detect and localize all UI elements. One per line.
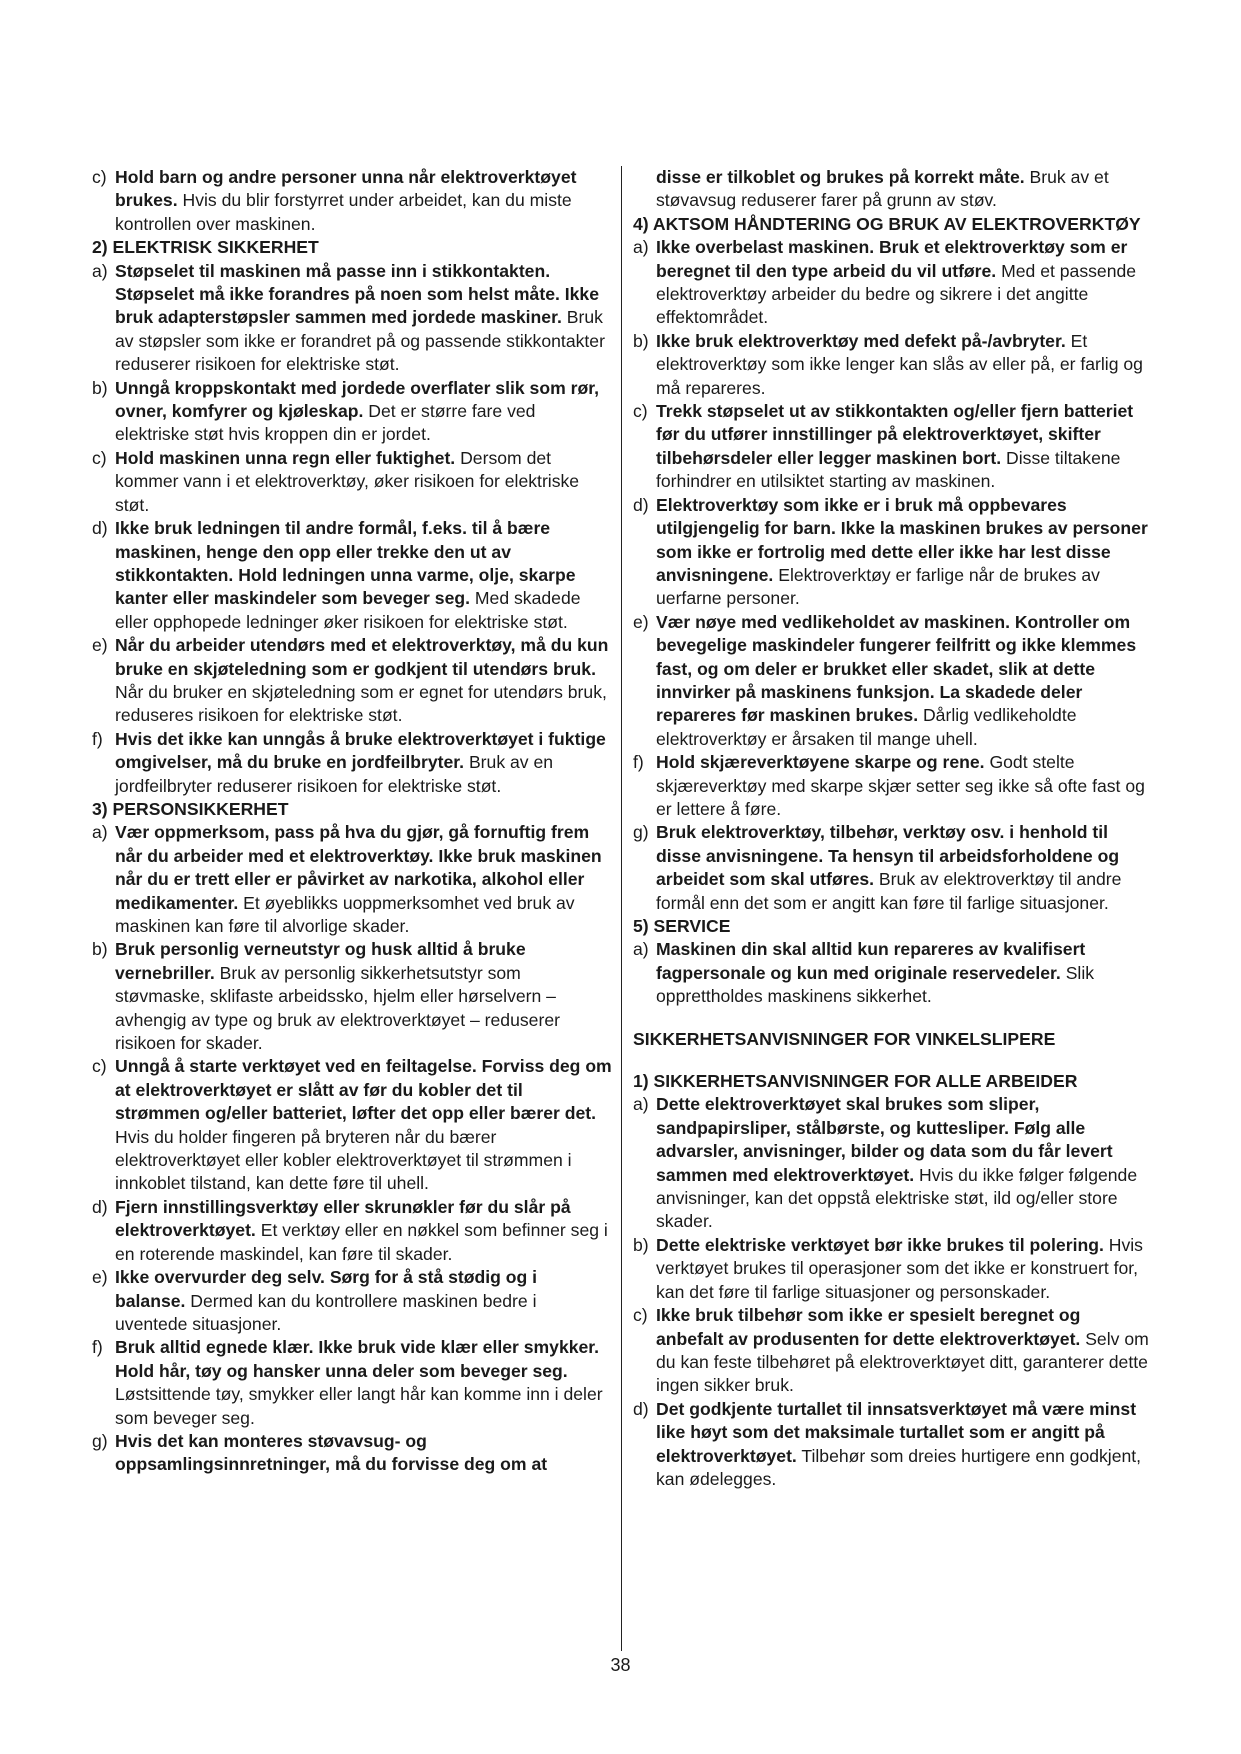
item-bold-text: Ikke bruk elektroverktøy med defekt på-/avbryter. xyxy=(656,330,1066,351)
main-heading: SIKKERHETSANVISNINGER FOR VINKELSLIPERE xyxy=(633,1028,1056,1049)
item-text: Godt stelte skjæreverktøy med skarpe skjær setter seg ikke så ofte fast og er lettere å føre. xyxy=(656,752,1145,819)
list-item xyxy=(633,1234,1151,1304)
item-text: Det er større fare ved elektriske støt hvis kroppen din er jordet. xyxy=(115,401,536,445)
list-item xyxy=(92,447,612,517)
item-text: Hvis du holder fingeren på bryteren når du bærer elektroverktøyet eller kobler elektroverktøyet til strømmen i innkoblet tilstand, kan dette føre til uhell. xyxy=(115,1126,572,1194)
item-text: Et øyeblikks uoppmerksomhet ved bruk av maskinen kan føre til alvorlige skader. xyxy=(115,892,575,936)
item-label: a) xyxy=(633,939,649,960)
item-bold-text: Ikke bruk tilbehør som ikke er spesielt beregnet og anbefalt av produsenten for dette elektroverktøyet. xyxy=(656,1305,1081,1349)
list-item xyxy=(92,1055,612,1195)
item-bold-text: Maskinen din skal alltid kun repareres av kvalifisert fagpersonale og kun med originale reservedeler. xyxy=(656,939,1086,983)
list-item xyxy=(633,821,1151,915)
column-divider xyxy=(621,166,622,1651)
item-text: Disse tiltakene forhindrer en utilsiktet starting av maskinen. xyxy=(656,447,1121,492)
item-label: f) xyxy=(92,728,103,749)
list-item xyxy=(633,236,1151,330)
list-item xyxy=(633,751,1151,821)
item-label: c) xyxy=(92,447,107,468)
item-text: Selv om du kan feste tilbehøret på elektroverktøyet ditt, garanterer dette ingen sikker bruk. xyxy=(656,1328,1149,1396)
item-bold-text: Dette elektroverktøyet skal brukes som sliper, sandpapirsliper, stålbørste, og kuttesliper. Følg alle advarsler, anvisninger, bilder og data som du får levert sammen med elektroverktøyet. xyxy=(656,1094,1113,1185)
list-item xyxy=(633,494,1151,611)
list-item xyxy=(92,260,612,377)
section-heading: 5) SERVICE xyxy=(633,916,731,936)
item-text: Hvis du blir forstyrret under arbeidet, kan du miste kontrollen over maskinen. xyxy=(115,190,572,234)
item-label: d) xyxy=(92,518,108,539)
right-column xyxy=(633,166,1151,1491)
section-heading-text: 4) AKTSOM HÅNDTERING OG BRUK AV ELEKTROVERKTØY xyxy=(633,213,1141,234)
item-label: d) xyxy=(633,1398,649,1419)
item-text: Med skadede eller opphopede ledninger øker risikoen for elektriske støt. xyxy=(115,588,581,632)
item-label: c) xyxy=(92,167,107,187)
list-item xyxy=(92,938,612,1055)
list-item xyxy=(92,1266,612,1336)
section-heading xyxy=(633,213,1151,236)
item-text: Hvis verktøyet brukes til operasjoner som det ikke er konstruert for, kan det føre til farlige situasjoner og personskader. xyxy=(656,1234,1143,1302)
item-text: Når du bruker en skjøteledning som er egnet for utendørs bruk, reduseres risikoen for elektriske støt. xyxy=(115,681,607,726)
item-bold-text: Støpselet til maskinen må passe inn i stikkontakten. Støpselet må ikke forandres på noen som helst måte. Ikke bruk adapterstøpsler sammen med jordede maskiner. xyxy=(115,260,599,328)
item-label: f) xyxy=(633,752,644,773)
item-text: Hvis du ikke følger følgende anvisninger, kan det oppstå elektriske støt, ild og/eller store skader. xyxy=(656,1164,1138,1232)
item-text: Tilbehør som dreies hurtigere enn godkjent, kan ødelegges. xyxy=(656,1445,1142,1489)
item-bold-text: Ikke bruk ledningen til andre formål, f.eks. til å bære maskinen, henge den opp eller trekke den ut av stikkontakten. Hold ledningen unna varme, olje, skarpe kanter eller maskindeler som beveger seg. xyxy=(115,518,576,609)
item-text: Bruk av elektroverktøy til andre formål enn det som er angitt kan føre til farlige situasjoner. xyxy=(656,869,1122,913)
list-item xyxy=(633,611,1151,751)
list-item xyxy=(633,1093,1151,1233)
spacer xyxy=(633,1051,1151,1070)
list-item xyxy=(92,166,612,236)
item-text: Med et passende elektroverktøy arbeider du bedre og sikrere i det angitte effektområdet. xyxy=(656,260,1137,328)
item-label: b) xyxy=(92,377,108,398)
list-item xyxy=(92,634,612,728)
item-label: b) xyxy=(92,939,108,960)
item-text: Bruk av en jordfeilbryter reduserer risikoen for elektriske støt. xyxy=(115,752,554,796)
list-item xyxy=(92,1196,612,1266)
list-item xyxy=(633,330,1151,400)
list-item xyxy=(633,938,1151,1008)
item-label: e) xyxy=(92,1267,108,1288)
item-label: e) xyxy=(92,635,108,656)
item-bold-text: Bruk elektroverktøy, tilbehør, verktøy osv. i henhold til disse anvisningene. Ta hensyn til arbeidsforholdene og arbeidet som skal utføres. xyxy=(656,822,1120,890)
left-column xyxy=(92,166,612,1477)
item-label: e) xyxy=(633,611,649,632)
item-label: a) xyxy=(633,237,649,258)
item-bold-text: Bruk personlig verneutstyr og husk alltid å bruke vernebriller. xyxy=(115,939,526,983)
item-bold-text: Hold maskinen unna regn eller fuktighet. xyxy=(115,447,456,468)
continued-paragraph xyxy=(633,166,1151,213)
item-bold-text: Vær nøye med vedlikeholdet av maskinen. Kontroller om bevegelige maskindeler fungerer feilfritt og ikke klemmes fast, og om deler er brukket eller skadet, slik at dette innvirker på maskinens funksjon. La skadede deler repareres før maskinen brukes. xyxy=(656,611,1137,726)
item-text: Et elektroverktøy som ikke lenger kan slås av eller på, er farlig og må repareres. xyxy=(656,330,1143,398)
item-text: Et verktøy eller en nøkkel som befinner seg i en roterende maskindel, kan føre til skader. xyxy=(115,1220,608,1264)
list-item xyxy=(633,400,1151,494)
section-heading: 1) SIKKERHETSANVISNINGER FOR ALLE ARBEIDER xyxy=(633,1071,1078,1092)
item-text: Bruk av støpsler som ikke er forandret på og passende stikkontakter reduserer risikoen for elektriske støt. xyxy=(115,307,605,375)
item-label: f) xyxy=(92,1337,103,1358)
item-bold-text: disse er tilkoblet og brukes på korrekt måte. xyxy=(656,167,1025,187)
item-label: b) xyxy=(633,1234,649,1255)
item-text: Løstsittende tøy, smykker eller langt hår kan komme inn i deler som beveger seg. xyxy=(115,1384,603,1428)
item-bold-text: Det godkjente turtallet til innsatsverktøyet må være minst like høyt som det maksimale turtallet som er angitt på elektroverktøyet. xyxy=(656,1398,1137,1466)
section-heading: 2) ELEKTRISK SIKKERHET xyxy=(92,237,319,258)
item-text: Dersom det kommer vann i et elektroverktøy, øker risikoen for elektriske støt. xyxy=(115,447,580,515)
list-item xyxy=(92,1430,612,1477)
item-bold-text: Elektroverktøy som ikke er i bruk må oppbevares utilgjengelig for barn. Ikke la maskinen brukes av personer som ikke er fortrolig med dette eller ikke har lest disse anvisningene. xyxy=(656,494,1148,585)
item-label: g) xyxy=(633,822,649,843)
item-text: Bruk av personlig sikkerhetsutstyr som støvmaske, sklifaste arbeidssko, hjelm eller hørselvern – avhengig av type og bruk av elektroverktøyet – reduserer risikoen for skader. xyxy=(115,962,560,1054)
item-label: d) xyxy=(633,494,649,515)
item-bold-text: Når du arbeider utendørs med et elektroverktøy, må du kun bruke en skjøteledning som er godkjent til utendørs bruk. xyxy=(115,635,609,679)
list-item xyxy=(92,821,612,938)
item-bold-text: Hvis det ikke kan unngås å bruke elektroverktøyet i fuktige omgivelser, må du bruke en jordfeilbryter. xyxy=(115,728,606,773)
list-item xyxy=(92,728,612,798)
item-label: c) xyxy=(92,1056,107,1077)
item-bold-text: Hold skjæreverktøyene skarpe og rene. xyxy=(656,752,985,773)
item-bold-text: Unngå kroppskontakt med jordede overflater slik som rør, ovner, komfyrer og kjøleskap. xyxy=(115,377,599,422)
list-item xyxy=(633,1398,1151,1492)
item-bold-text: Unngå å starte verktøyet ved en feiltagelse. Forviss deg om at elektroverktøyet er slått av før du kobler det til strømmen og/eller batteriet, løfter det opp eller bærer det. xyxy=(115,1056,612,1124)
section-heading: 3) PERSONSIKKERHET xyxy=(92,798,289,819)
item-bold-text: Fjern innstillingsverktøy eller skrunøkler før du slår på elektroverktøyet. xyxy=(115,1196,571,1241)
item-bold-text: Hvis det kan monteres støvavsug- og oppsamlingsinnretninger, må du forvisse deg om at xyxy=(115,1430,548,1475)
item-label: d) xyxy=(92,1196,108,1217)
item-text: Dermed kan du kontrollere maskinen bedre i uventede situasjoner. xyxy=(115,1290,537,1334)
item-label: a) xyxy=(92,260,108,281)
item-text: Bruk av et støvavsug reduserer farer på grunn av støv. xyxy=(656,167,1109,211)
item-bold-text: Hold barn og andre personer unna når elektroverktøyet brukes. xyxy=(115,167,577,211)
item-bold-text: Ikke overbelast maskinen. Bruk et elektroverktøy som er beregnet til den type arbeid du vil utføre. xyxy=(656,237,1128,281)
item-text: Elektroverktøy er farlige når de brukes av uerfarne personer. xyxy=(656,564,1100,609)
spacer xyxy=(633,1009,1151,1028)
item-label: c) xyxy=(633,1305,648,1326)
item-bold-text: Dette elektriske verktøyet bør ikke brukes til polering. xyxy=(656,1234,1104,1255)
item-bold-text: Vær oppmerksom, pass på hva du gjør, gå fornuftig frem når du arbeider med et elektroverktøy. Ikke bruk maskinen når du er trett eller er påvirket av narkotika, alkohol eller medikamenter. xyxy=(115,822,602,913)
item-bold-text: Trekk støpselet ut av stikkontakten og/eller fjern batteriet før du utfører innstillinger på elektroverktøyet, skifter tilbehørsdeler eller legger maskinen bort. xyxy=(656,401,1134,468)
item-label: g) xyxy=(92,1430,108,1451)
item-label: c) xyxy=(633,401,648,422)
item-text: Slik opprettholdes maskinens sikkerhet. xyxy=(656,962,1095,1007)
item-bold-text: Bruk alltid egnede klær. Ikke bruk vide klær eller smykker. Hold hår, tøy og hansker unna deler som beveger seg. xyxy=(115,1337,600,1381)
item-bold-text: Ikke overvurder deg selv. Sørg for å stå stødig og i balanse. xyxy=(115,1267,538,1311)
item-label: b) xyxy=(633,330,649,351)
list-item xyxy=(92,377,612,447)
list-item xyxy=(92,1336,612,1430)
page-number: 38 xyxy=(610,1655,631,1675)
item-text: Dårlig vedlikeholdte elektroverktøy er årsaken til mange uhell. xyxy=(656,705,1077,749)
list-item xyxy=(633,1304,1151,1398)
item-label: a) xyxy=(92,822,108,843)
list-item xyxy=(92,517,612,634)
item-label: a) xyxy=(633,1094,649,1115)
